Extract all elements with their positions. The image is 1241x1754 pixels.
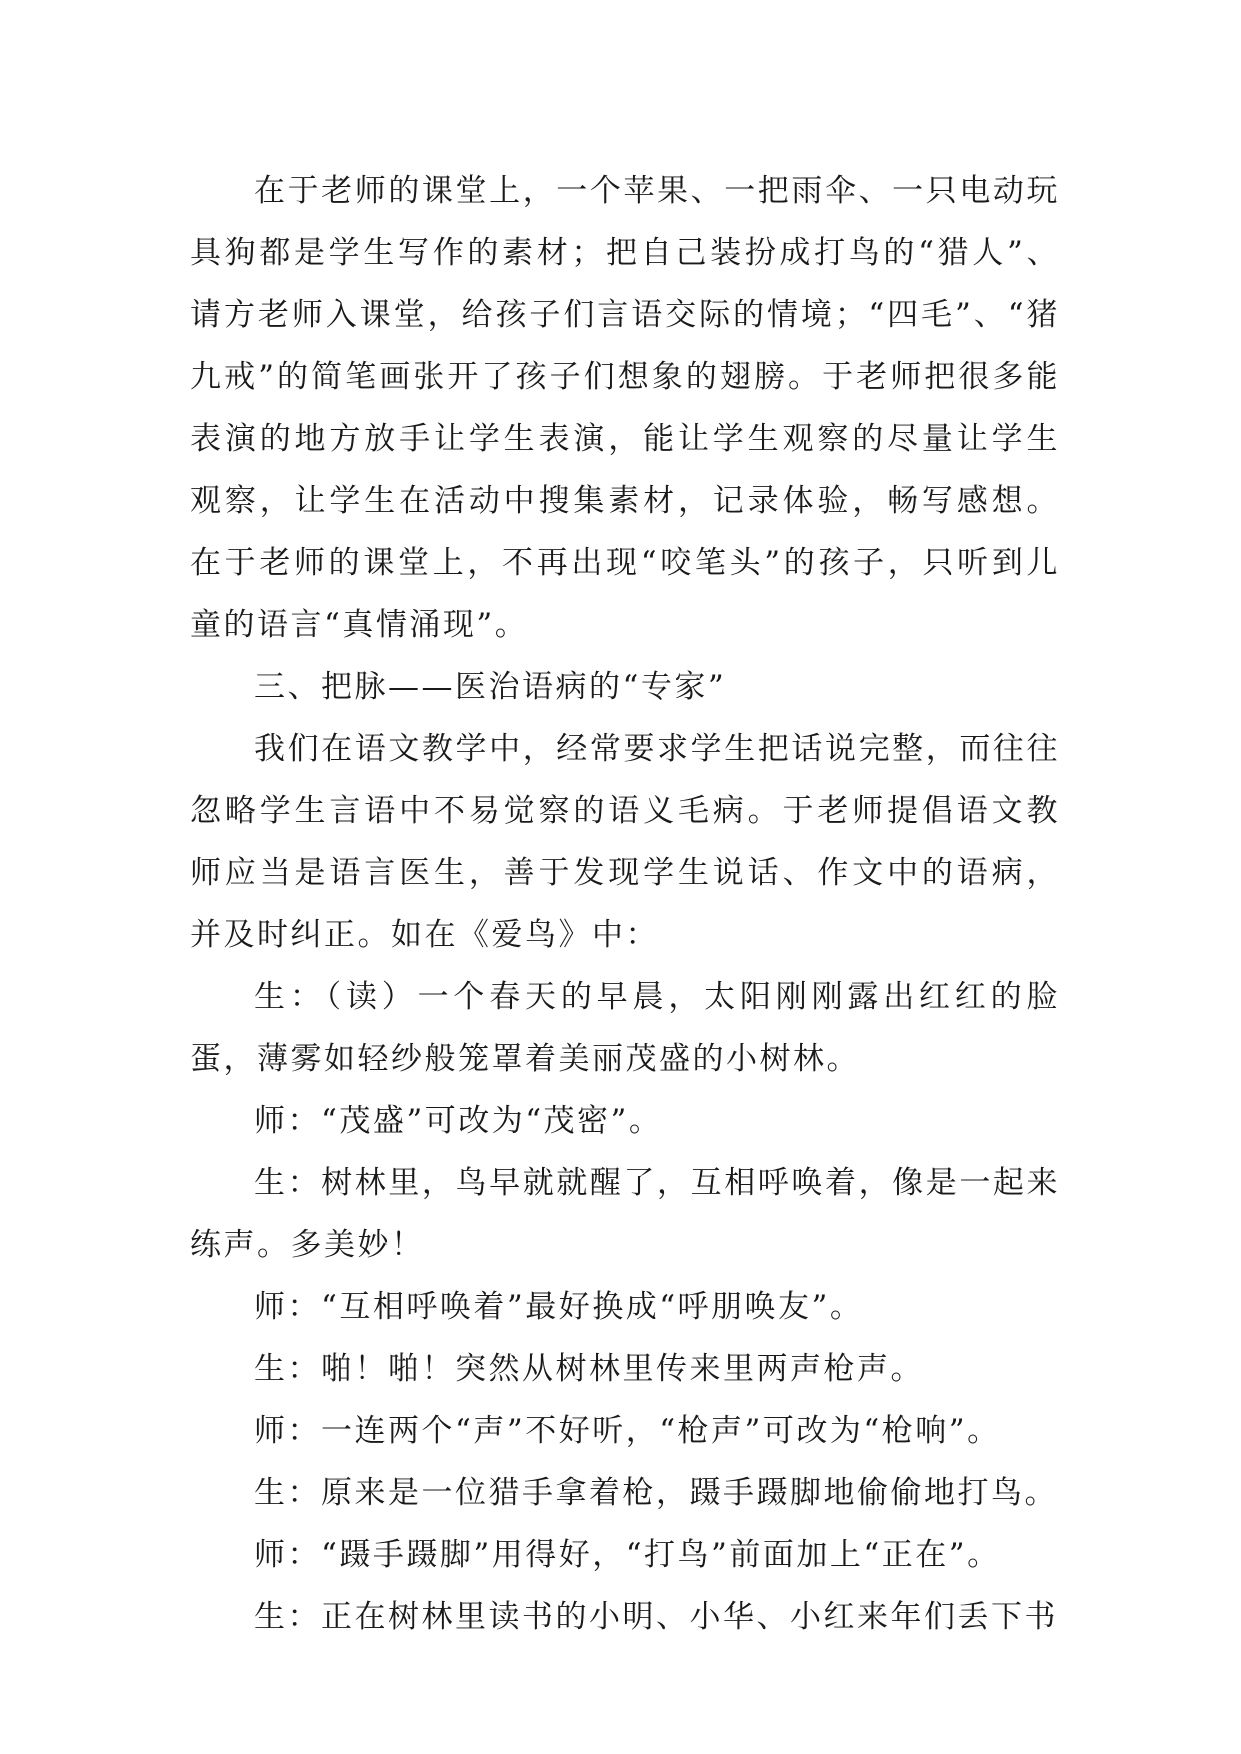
dialogue-line-student: 生：（读）一个春天的早晨，太阳刚刚露出红红的脸蛋，薄雾如轻纱般笼罩着美丽茂盛的小树林。 bbox=[190, 979, 1060, 1077]
dialogue-line-student: 生：正在树林里读书的小明、小华、小红来年们丢下书 bbox=[254, 1599, 1058, 1635]
dialogue-line-teacher: 师：“茂盛”可改为“茂密”。 bbox=[254, 1103, 663, 1139]
dialogue-line-teacher: 师：“互相呼唤着”最好换成“呼朋唤友”。 bbox=[254, 1289, 864, 1325]
dialogue-line-student: 生：树林里，鸟早就就醒了，互相呼唤着，像是一起来练声。多美妙！ bbox=[190, 1165, 1060, 1263]
paragraph-classroom-materials: 在于老师的课堂上，一个苹果、一把雨伞、一只电动玩具狗都是学生写作的素材；把自己装扮成打鸟的“猎人”、请方老师入课堂，给孩子们言语交际的情境；“四毛”、“猪九戒”的简笔画张开了孩子们想象的翅膀。于老师把很多能表演的地方放手让学生表演，能让学生观察的尽量让学生观察，让学生在活动中搜集素材，记录体验，畅写感想。在于老师的课堂上，不再出现“咬笔头”的孩子，只听到儿童的语言“真情涌现”。 bbox=[190, 173, 1060, 643]
dialogue-line-teacher: 师：一连两个“声”不好听，“枪声”可改为“枪响”。 bbox=[254, 1413, 1001, 1449]
paragraph-language-doctor: 我们在语文教学中，经常要求学生把话说完整，而往往忽略学生言语中不易觉察的语义毛病。于老师提倡语文教师应当是语言医生，善于发现学生说话、作文中的语病，并及时纠正。如在《爱鸟》中： bbox=[190, 731, 1060, 953]
dialogue-line-student: 生：啪！啪！突然从树林里传来里两声枪声。 bbox=[254, 1351, 924, 1387]
section-heading: 三、把脉——医治语病的“专家” bbox=[254, 669, 727, 705]
dialogue-line-teacher: 师：“蹑手蹑脚”用得好，“打鸟”前面加上“正在”。 bbox=[254, 1537, 1001, 1573]
dialogue-line-student: 生：原来是一位猎手拿着枪，蹑手蹑脚地偷偷地打鸟。 bbox=[254, 1475, 1058, 1511]
body-text bbox=[190, 160, 1060, 1648]
